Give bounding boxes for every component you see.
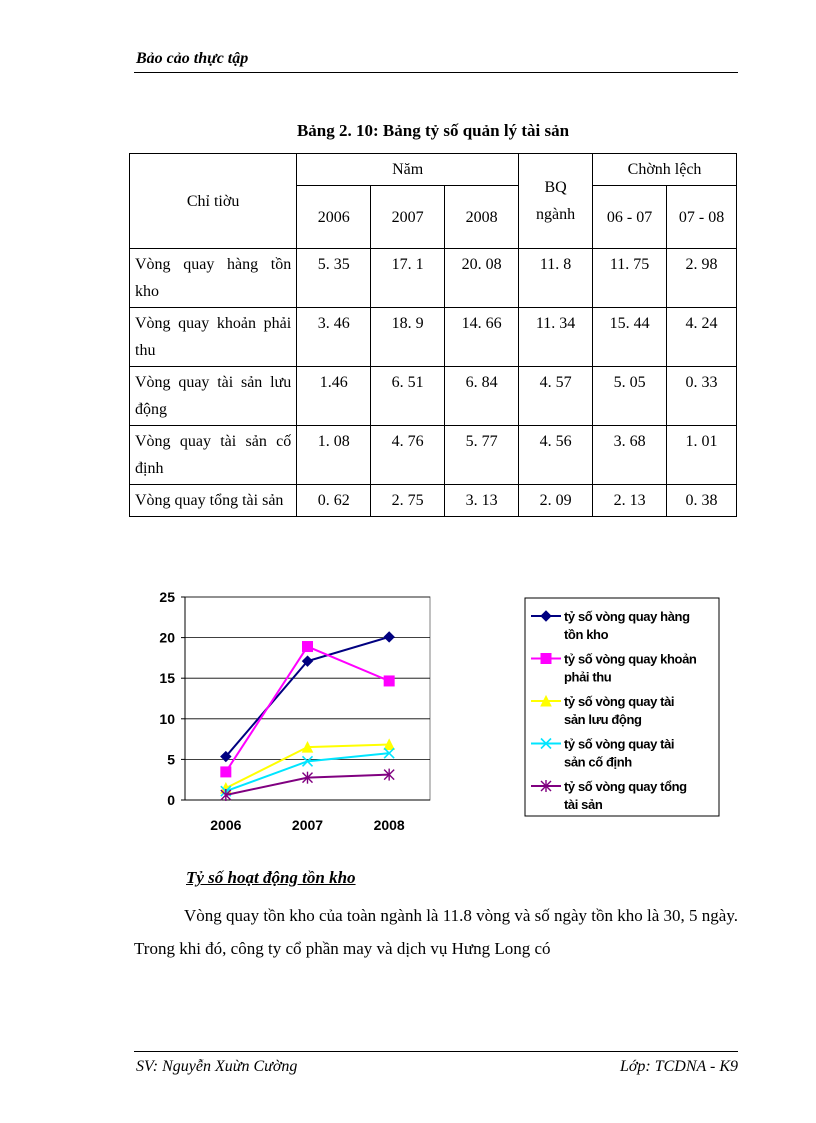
cell-2007: 4. 76 — [371, 426, 445, 485]
row-label: Vòng quay khoản phải thu — [130, 308, 297, 367]
header-diff-0607: 06 - 07 — [593, 186, 667, 249]
turnover-line-chart — [140, 586, 730, 846]
table-row — [130, 485, 737, 517]
header-year-group: Năm — [297, 154, 519, 186]
data-point — [303, 642, 313, 652]
cell-2008: 6. 84 — [445, 367, 519, 426]
section-title: Tỷ số hoạt động tồn kho — [186, 868, 356, 887]
cell-diff-0708: 0. 38 — [667, 485, 737, 517]
header-2007: 2007 — [371, 186, 445, 249]
page-footer — [134, 1051, 738, 1078]
cell-2008: 14. 66 — [445, 308, 519, 367]
cell-avg: 11. 34 — [519, 308, 593, 367]
cell-2007: 18. 9 — [371, 308, 445, 367]
data-point — [384, 676, 394, 686]
header-diff-0708: 07 - 08 — [667, 186, 737, 249]
header-title: Bảo cảo thực tập — [136, 50, 249, 67]
cell-2008: 20. 08 — [445, 249, 519, 308]
row-label: Vòng quay hàng tồn kho — [130, 249, 297, 308]
cell-diff-0708: 1. 01 — [667, 426, 737, 485]
header-diff-group: Chờnh lệch — [593, 154, 737, 186]
y-tick-label: 10 — [159, 710, 175, 727]
footer-class: Lớp: TCDNA - K9 — [619, 1058, 738, 1075]
cell-avg: 4. 57 — [519, 367, 593, 426]
row-label: Vòng quay tổng tài sản — [130, 485, 297, 517]
table-row — [130, 367, 737, 426]
table-row — [130, 426, 737, 485]
cell-2006: 0. 62 — [297, 485, 371, 517]
header-indicator: Chỉ tiờu — [130, 154, 297, 249]
body-paragraph: Vòng quay tồn kho của toàn ngành là 11.8 vòng và số ngày tồn kho là 30, 5 ngày. Trong khi đó, công ty cổ phần may và dịch vụ Hưng Long có — [134, 906, 738, 958]
cell-2006: 1. 08 — [297, 426, 371, 485]
table-row — [130, 308, 737, 367]
cell-diff-0708: 0. 33 — [667, 367, 737, 426]
table-title: Bảng 2. 10: Bảng tỷ số quản lý tài sản — [296, 121, 570, 140]
y-tick-label: 0 — [167, 792, 175, 808]
footer-student: SV: Nguyễn Xuừn Cường — [136, 1058, 298, 1075]
legend-label: tỷ số vòng quay khoản phải thu — [564, 651, 697, 685]
table-row — [130, 249, 737, 308]
y-tick-label: 25 — [159, 589, 175, 605]
y-tick-label: 15 — [159, 670, 175, 687]
cell-diff-0708: 4. 24 — [667, 308, 737, 367]
asset-ratio-table — [129, 153, 737, 517]
cell-avg: 2. 09 — [519, 485, 593, 517]
legend-label: tỷ số vòng quay hàng tồn kho — [564, 609, 690, 642]
x-tick-label: 2007 — [291, 817, 324, 833]
header-2008: 2008 — [445, 186, 519, 249]
row-label: Vòng quay tài sản lưu động — [130, 367, 297, 426]
x-tick-label: 2006 — [210, 817, 242, 833]
cell-diff-0607: 11. 75 — [593, 249, 667, 308]
cell-2008: 3. 13 — [445, 485, 519, 517]
y-tick-label: 20 — [159, 629, 175, 646]
legend-label: tỷ số vòng quay tài sản lưu động — [564, 694, 675, 727]
cell-2007: 2. 75 — [371, 485, 445, 517]
data-point — [221, 767, 231, 777]
cell-2007: 17. 1 — [371, 249, 445, 308]
cell-avg: 11. 8 — [519, 249, 593, 308]
header-industry-avg: BQ ngành — [519, 154, 593, 249]
legend-marker — [541, 654, 551, 664]
cell-2007: 6. 51 — [371, 367, 445, 426]
header-2006: 2006 — [297, 186, 371, 249]
cell-2006: 1.46 — [297, 367, 371, 426]
cell-diff-0607: 5. 05 — [593, 367, 667, 426]
cell-diff-0607: 2. 13 — [593, 485, 667, 517]
cell-2006: 3. 46 — [297, 308, 371, 367]
row-label: Vòng quay tài sản cố định — [130, 426, 297, 485]
page-header — [134, 46, 738, 73]
legend-label: tỷ số vòng quay tài sản cố định — [564, 736, 675, 770]
legend-label: tỷ số vòng quay tổng tài sản — [564, 779, 687, 812]
x-tick-label: 2008 — [373, 817, 405, 833]
cell-diff-0708: 2. 98 — [667, 249, 737, 308]
y-tick-label: 5 — [167, 751, 175, 768]
cell-2006: 5. 35 — [297, 249, 371, 308]
cell-2008: 5. 77 — [445, 426, 519, 485]
cell-diff-0607: 15. 44 — [593, 308, 667, 367]
cell-avg: 4. 56 — [519, 426, 593, 485]
cell-diff-0607: 3. 68 — [593, 426, 667, 485]
